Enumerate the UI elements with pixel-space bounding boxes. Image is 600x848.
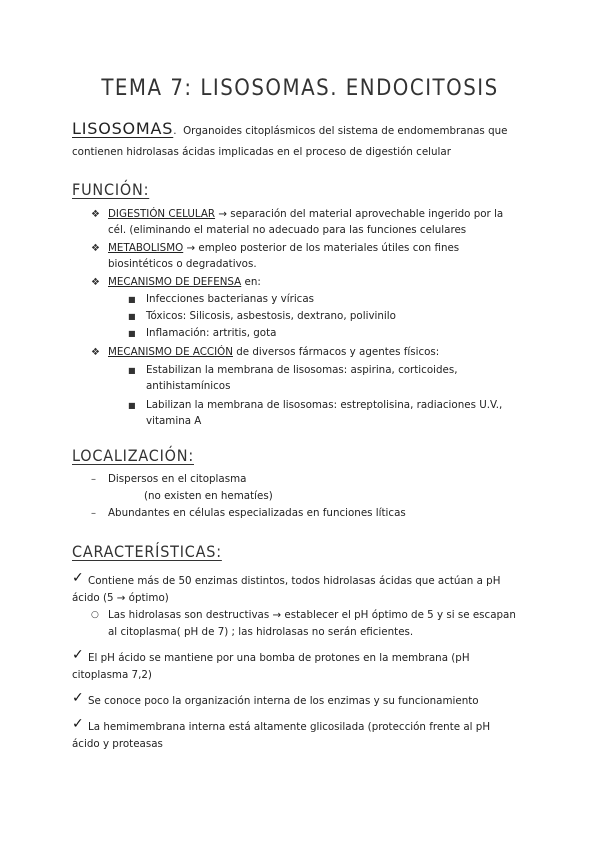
dash-bullet-icon: – <box>91 474 96 485</box>
accion-suffix: de diversos fármacos y agentes físicos: <box>232 346 440 358</box>
caracteristica-2-line-2: citoplasma 7,2) <box>72 669 152 681</box>
defensa-item-2: Tóxicos: Silicosis, asbestosis, dextrano, polivinilo <box>146 310 396 322</box>
diamond-bullet-icon: ❖ <box>91 347 100 358</box>
square-bullet-icon: ■ <box>128 329 136 338</box>
defensa-item-1: Infecciones bacterianas y víricas <box>146 293 315 305</box>
defensa-item-3: Inflamación: artritis, gota <box>146 327 277 339</box>
digestion-term: DIGESTIÓN CELULAR <box>108 208 216 220</box>
digestion-line-2: cél. (eliminando el material no adecuado para las funciones celulares <box>108 224 467 236</box>
diamond-bullet-icon: ❖ <box>91 209 100 220</box>
localizacion-item-1-note: (no existen en hematíes) <box>144 490 273 502</box>
checkmark-icon: ✓ <box>72 570 84 586</box>
lisosomas-heading: LISOSOMAS <box>72 119 174 138</box>
caracteristica-1-sub-line-1: Las hidrolasas son destructivas → establecer el pH óptimo de 5 y si se escapan <box>108 609 516 621</box>
accion-item <box>108 344 526 361</box>
caracteristica-2-line-1: El pH ácido se mantiene por una bomba de protones en la membrana (pH <box>88 652 470 664</box>
caracteristica-3-line-1: Se conoce poco la organización interna de los enzimas y su funcionamiento <box>88 695 479 707</box>
caracteristica-4-line-2: ácido y proteasas <box>72 738 163 750</box>
defensa-suffix: en: <box>241 276 261 288</box>
digestion-line-1: → separación del material aprovechable ingerido por la <box>218 208 504 220</box>
metabolismo-line-1: → empleo posterior de los materiales útiles con fines <box>186 242 460 254</box>
localizacion-heading: LOCALIZACIÓN: <box>72 446 194 465</box>
diamond-bullet-icon: ❖ <box>91 277 100 288</box>
caracteristicas-heading: CARACTERÍSTICAS: <box>72 542 222 561</box>
intro-paragraph: LISOSOMAS. Organoides citoplásmicos del sistema de endomembranas que <box>72 119 508 138</box>
caracteristica-1-sub-line-2: al citoplasma( pH de 7) ; las hidrolasas no serán eficientes. <box>108 626 414 638</box>
square-bullet-icon: ■ <box>128 401 136 410</box>
caracteristica-4-line-1: La hemimembrana interna está altamente glicosilada (protección frente al pH <box>88 721 491 733</box>
metabolismo-term: METABOLISMO <box>108 242 184 254</box>
funcion-heading: FUNCIÓN: <box>72 180 150 199</box>
defensa-item <box>108 274 526 291</box>
caracteristica-1-line-2: ácido (5 → óptimo) <box>72 592 169 604</box>
accion-term: MECANISMO DE ACCIÓN <box>108 346 233 358</box>
checkmark-icon: ✓ <box>72 690 84 706</box>
diamond-bullet-icon: ❖ <box>91 243 100 254</box>
metabolismo-item <box>108 240 526 257</box>
checkmark-icon: ✓ <box>72 716 84 732</box>
digestion-item <box>108 206 526 223</box>
intro-line-1: Organoides citoplásmicos del sistema de endomembranas que <box>183 125 508 137</box>
dash-bullet-icon: – <box>91 508 96 519</box>
intro-line-2: contienen hidrolasas ácidas implicadas en el proceso de digestión celular <box>72 146 451 158</box>
defensa-term: MECANISMO DE DEFENSA <box>108 276 242 288</box>
accion-sub-1-line-1: Estabilizan la membrana de lisosomas: aspirina, corticoides, <box>146 364 458 376</box>
localizacion-item-2: Abundantes en células especializadas en funciones líticas <box>108 507 406 519</box>
metabolismo-line-2: biosintéticos o degradativos. <box>108 258 257 270</box>
circle-bullet-icon: ○ <box>91 610 99 620</box>
accion-sub-2-line-2: vitamina A <box>146 415 202 427</box>
accion-sub-1-line-2: antihistamínicos <box>146 380 231 392</box>
square-bullet-icon: ■ <box>128 312 136 321</box>
square-bullet-icon: ■ <box>128 295 136 304</box>
accion-sub-2-line-1: Labilizan la membrana de lisosomas: estreptolisina, radiaciones U.V., <box>146 399 503 411</box>
square-bullet-icon: ■ <box>128 366 136 375</box>
caracteristica-1-line-1: Contiene más de 50 enzimas distintos, todos hidrolasas ácidas que actúan a pH <box>88 575 501 587</box>
localizacion-item-1: Dispersos en el citoplasma <box>108 473 247 485</box>
checkmark-icon: ✓ <box>72 647 84 663</box>
page-title: TEMA 7: LISOSOMAS. ENDOCITOSIS <box>101 76 499 101</box>
